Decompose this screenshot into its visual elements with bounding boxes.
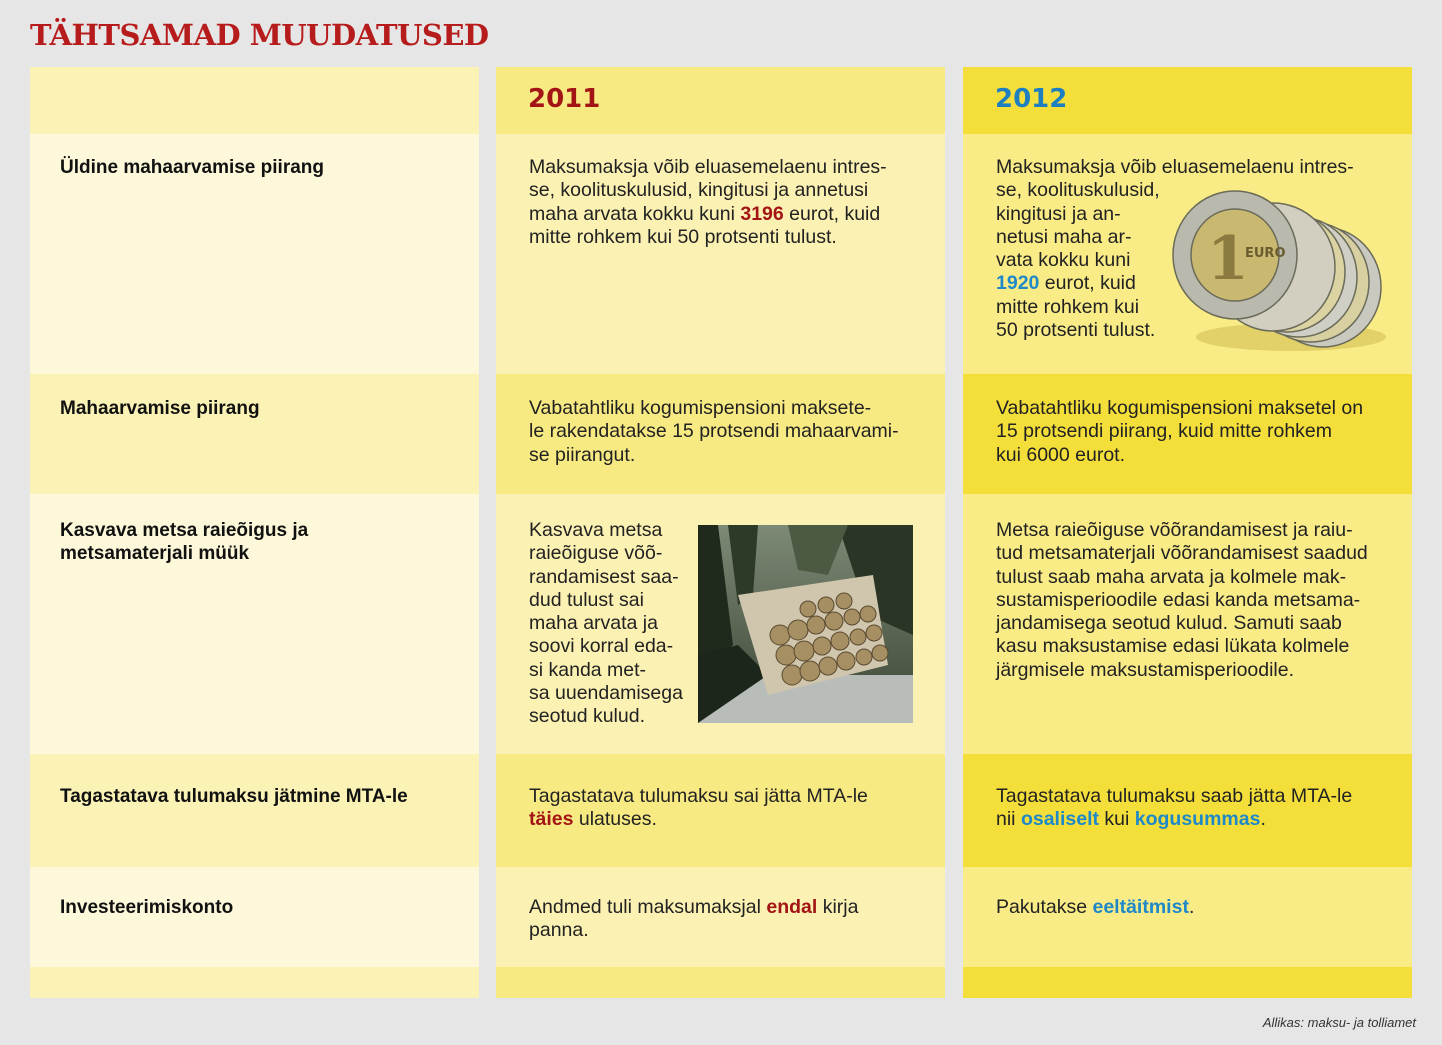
emphasis-endal: endal [766, 896, 818, 918]
row-label-deduction-limit: Mahaarvamise piirang [60, 398, 260, 419]
labels-column [30, 67, 479, 998]
row-label-investment-account: Investeerimiskonto [60, 897, 234, 918]
cell-2011-deduction-limit: Vabatahtliku kogumispensioni maksete- le rakendatakse 15 protsendi mahaarvami- se piirangut. [529, 397, 899, 466]
cell-2012-deduction-limit: Vabatahtliku kogumispensioni maksetel on 15 protsendi piirang, kuid mitte rohkem kui 6000 eurot. [996, 397, 1364, 466]
euro-coins-image [1163, 187, 1398, 357]
row-label-forest: Kasvava metsa raieõigus ja metsamaterjali müük [60, 520, 309, 564]
source-credit: Allikas: maksu- ja tolliamet [1262, 1015, 1416, 1030]
cell-2012-income-tax-return: Tagastatava tulumaksu saab jätta MTA-le nii osaliselt kui kogusummas. [996, 785, 1353, 831]
cell-2011-income-tax-return: Tagastatava tulumaksu sai jätta MTA-le täies ulatuses. [529, 785, 868, 831]
cell-2012-general-limit: Maksumaksja võib eluasemelaenu intres- se, koolituskulusid, kingitusi ja an- netusi maha ar- vata kokku kuni 1920 eurot, kuid mitte rohkem kui 50 protsenti tulust. [996, 156, 1354, 342]
cell-2012-forest: Metsa raieõiguse võõrandamisest ja raiu- tud metsamaterjali võõrandamisest saadud tulust saab maha arvata ja kolmele mak- sustamisperioodile edasi kanda metsama- jandamisega seotud kulud. Samuti saab kasu maksustamise edasi lükata kolmele järgmisele maksustamisperioodile. [996, 519, 1368, 681]
column-2012 [963, 67, 1412, 998]
row-label-income-tax-return: Tagastatava tulumaksu jätmine MTA-le [60, 786, 408, 807]
emphasis-taies: täies [529, 808, 574, 831]
emphasis-kogusummas: kogusummas [1134, 808, 1261, 831]
cell-2011-general-limit: Maksumaksja võib eluasemelaenu intres- se, koolituskulusid, kingitusi ja annetusi maha arvata kokku kuni 3196 eurot, kuid mitte rohkem kui 50 protsenti tulust. [529, 156, 887, 248]
amount-2011: 3196 [740, 202, 784, 225]
timber-logs-image [698, 525, 913, 723]
year-header-2011: 2011 [528, 84, 601, 114]
amount-2012: 1920 [996, 272, 1040, 295]
svg-text:EURO: EURO [1245, 246, 1286, 261]
page-title: TÄHTSAMAD MUUDATUSED [30, 18, 489, 52]
row-label-general-limit: Üldine mahaarvamise piirang [60, 157, 324, 178]
cell-2011-forest: Kasvava metsa raieõiguse võõ- randamisest saa- dud tulust sai maha arvata ja soovi korral eda- si kanda met- sa uuendamisega seotud kulud. [529, 519, 683, 728]
svg-text:1: 1 [1207, 224, 1249, 294]
cell-2012-investment-account: Pakutakse eeltäitmist. [996, 896, 1195, 918]
emphasis-eeltaitmist: eeltäitmist [1092, 896, 1189, 918]
column-2011 [496, 67, 945, 998]
year-header-2012: 2012 [995, 84, 1068, 114]
cell-2011-investment-account: Andmed tuli maksumaksjal endal kirja panna. [529, 896, 859, 942]
emphasis-osaliselt: osaliselt [1020, 808, 1099, 831]
